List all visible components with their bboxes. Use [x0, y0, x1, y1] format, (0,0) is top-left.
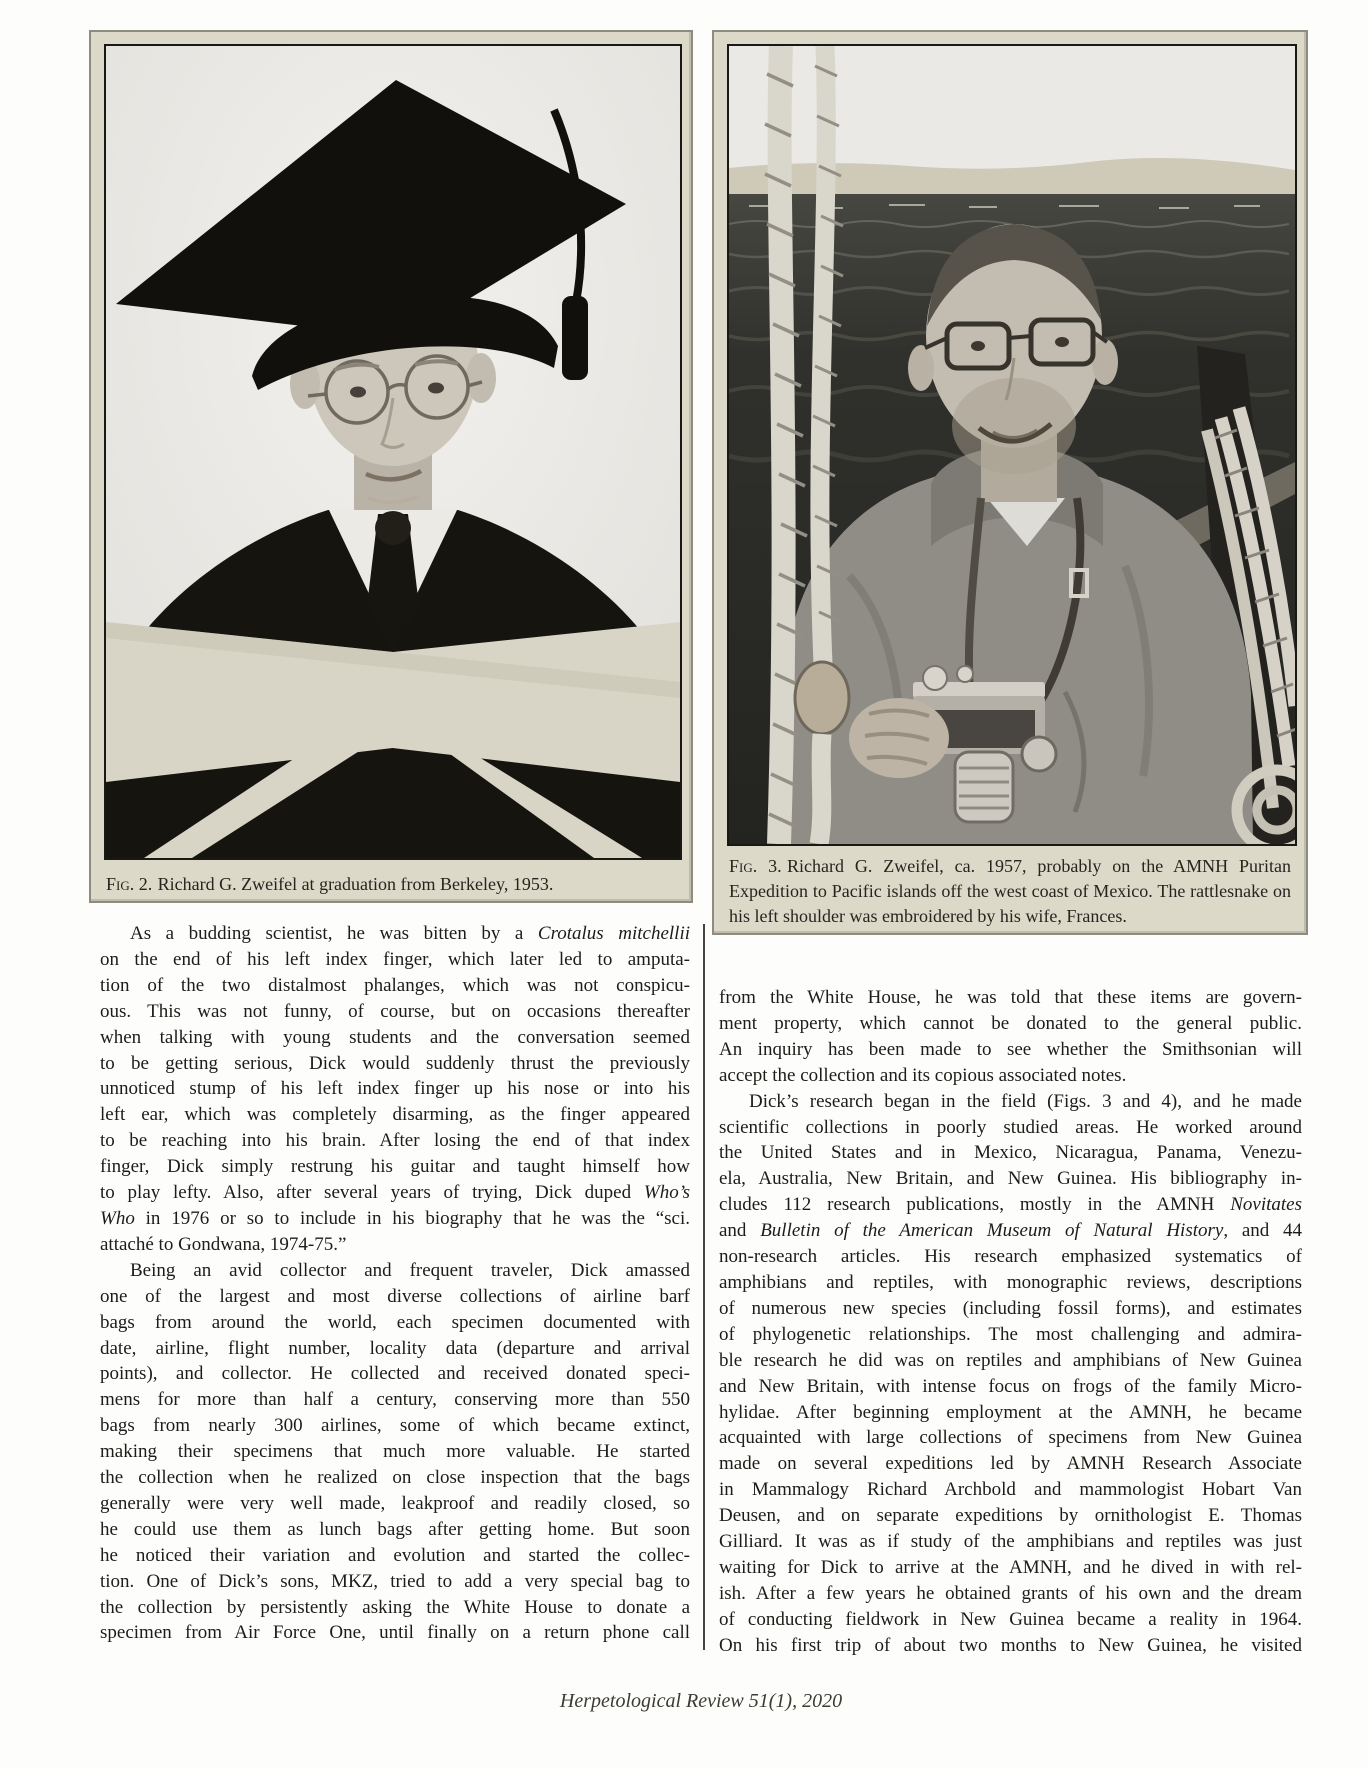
text-segment: the collection when he realized on close inspection that the bags: [100, 1467, 690, 1489]
text-segment: accept the collection and its copious associated notes.: [719, 1064, 1127, 1086]
text-segment: points), and collector. He collected and received donated speci-: [100, 1363, 690, 1385]
text-line: [100, 921, 690, 947]
text-segment: attaché to Gondwana, 1974-75.”: [100, 1233, 347, 1255]
text-line: [100, 1465, 690, 1491]
italic-text-segment: Who’s: [643, 1182, 690, 1204]
text-segment: ous. This was not funny, of course, but on occasions thereafter: [100, 1000, 690, 1022]
fig3-caption: [729, 854, 1291, 929]
text-line: [719, 1140, 1302, 1166]
text-line: [719, 985, 1302, 1011]
graduation-portrait-illustration: [106, 46, 680, 858]
text-segment: bags from nearly 300 airlines, some of which became extinct,: [100, 1415, 690, 1437]
text-segment: of phylogenetic relationships. The most challenging and admira-: [719, 1323, 1302, 1345]
italic-text-segment: Novitates: [1230, 1194, 1302, 1216]
text-line: [100, 1491, 690, 1517]
text-line: [719, 1529, 1302, 1555]
text-segment: when talking with young students and the conversation seemed: [100, 1026, 690, 1048]
text-line: [100, 1102, 690, 1128]
text-segment: amphibians and reptiles, with monographic reviews, descriptions: [719, 1271, 1302, 1293]
fig3-photo: [727, 44, 1297, 846]
text-segment: ble research he did was on reptiles and amphibians of New Guinea: [719, 1349, 1302, 1371]
text-line: [100, 1154, 690, 1180]
text-segment: As a budding scientist, he was bitten by a: [130, 923, 538, 944]
text-segment: and New Britain, with intense focus on frogs of the family Micro-: [719, 1375, 1302, 1397]
text-line: [100, 1076, 690, 1102]
fig2-caption: [106, 872, 676, 897]
text-segment: waiting for Dick to arrive at the AMNH, and he dived in with rel-: [719, 1556, 1302, 1578]
text-segment: An inquiry has been made to see whether the Smithsonian will: [719, 1038, 1302, 1060]
text-line: [100, 1206, 690, 1232]
text-segment: acquainted with large collections of specimens from New Guinea: [719, 1427, 1302, 1449]
text-line: [100, 1232, 690, 1258]
text-segment: making their specimens that much more valuable. He started: [100, 1441, 690, 1463]
text-segment: ish. After a few years he obtained grants of his own and the dream: [719, 1582, 1302, 1604]
text-segment: to be getting serious, Dick would suddenly thrust the previously: [100, 1052, 690, 1074]
fig2-label: Fig. 2.: [106, 874, 153, 894]
text-segment: ment property, which cannot be donated to the general public.: [719, 1012, 1302, 1034]
fig3-caption-text: Richard G. Zweifel, ca. 1957, probably on the AMNH Puritan Expedition to Pacific islands off the west coast of Mexico. The rattlesnake on his left shoulder was embroidered by his wife, Frances.: [729, 856, 1291, 926]
page-footer: [100, 1690, 1302, 1713]
text-segment: unnoticed stump of his left index finger up his nose or into his: [100, 1078, 690, 1100]
italic-text-segment: Bulletin of the American Museum of Natural History: [760, 1220, 1224, 1242]
text-line: [719, 1607, 1302, 1633]
text-line: [100, 1051, 690, 1077]
text-segment: tion. One of Dick’s sons, MKZ, tried to add a very special bag to: [100, 1570, 690, 1592]
text-line: [719, 1425, 1302, 1451]
text-line: [719, 1296, 1302, 1322]
text-segment: mens for more than half a century, conserving more than 550: [100, 1389, 690, 1411]
text-line: [719, 1089, 1302, 1115]
right-text-column: [719, 985, 1302, 1659]
text-segment: one of the largest and most diverse collections of airline barf: [100, 1285, 690, 1307]
text-line: [719, 1322, 1302, 1348]
text-line: [100, 947, 690, 973]
text-segment: on the end of his left index finger, which later led to amputa-: [100, 948, 690, 970]
text-line: [100, 973, 690, 999]
text-segment: he could use them as lunch bags after getting home. But soon: [100, 1518, 690, 1540]
text-line: [719, 1555, 1302, 1581]
column-divider-rule: [703, 924, 705, 1650]
text-segment: , and 44: [1223, 1220, 1303, 1242]
figure-2: [89, 30, 693, 903]
text-segment: bags from around the world, each specimen documented with: [100, 1311, 690, 1333]
text-segment: the collection by persistently asking the White House to donate a: [100, 1596, 690, 1618]
text-line: [100, 1413, 690, 1439]
left-text-column: [100, 921, 690, 1646]
text-segment: and: [719, 1220, 761, 1242]
text-segment: ela, Australia, New Britain, and New Guinea. His bibliography in-: [719, 1168, 1302, 1190]
text-segment: in 1976 or so to include in his biography that he was the “sci.: [134, 1207, 690, 1229]
text-line: [719, 1063, 1302, 1089]
text-line: [100, 1025, 690, 1051]
text-segment: finger, Dick simply restrung his guitar and taught himself how: [100, 1156, 690, 1178]
text-line: [719, 1633, 1302, 1659]
text-line: [100, 1258, 690, 1284]
fig3-label: Fig. 3.: [729, 856, 782, 876]
text-line: [100, 1336, 690, 1362]
text-line: [100, 1620, 690, 1646]
text-segment: of numerous new species (including fossil forms), and estimates: [719, 1297, 1302, 1319]
text-segment: to play lefty. Also, after several years of trying, Dick duped: [100, 1182, 644, 1204]
text-segment: cludes 112 research publications, mostly in the AMNH: [719, 1194, 1231, 1216]
text-line: [719, 1374, 1302, 1400]
text-line: [719, 1166, 1302, 1192]
text-line: [719, 1270, 1302, 1296]
beard-stubble: [952, 378, 1076, 474]
text-segment: he noticed their variation and evolution and started the collec-: [100, 1544, 690, 1566]
text-segment: of conducting fieldwork in New Guinea became a reality in 1964.: [719, 1608, 1302, 1630]
text-segment: Being an avid collector and frequent traveler, Dick amassed: [130, 1259, 690, 1281]
text-line: [100, 1128, 690, 1154]
text-line: [719, 1503, 1302, 1529]
text-segment: tion of the two distalmost phalanges, which was not conspicu-: [100, 974, 690, 996]
fig2-caption-text: Richard G. Zweifel at graduation from Berkeley, 1953.: [157, 874, 554, 894]
text-line: [100, 1284, 690, 1310]
figure-3: [712, 30, 1308, 935]
italic-text-segment: Who: [100, 1207, 135, 1229]
text-line: [719, 1011, 1302, 1037]
text-segment: from the White House, he was told that these items are govern-: [719, 987, 1302, 1008]
text-segment: Dick’s research began in the field (Figs. 3 and 4), and he made: [749, 1090, 1302, 1112]
text-line: [719, 1400, 1302, 1426]
text-line: [100, 1517, 690, 1543]
text-line: [719, 1218, 1302, 1244]
journal-citation: Herpetological Review 51(1), 2020: [559, 1690, 843, 1712]
text-line: [719, 1037, 1302, 1063]
text-line: [719, 1451, 1302, 1477]
text-line: [100, 1180, 690, 1206]
text-segment: Gilliard. It was as if study of the amphibians and reptiles was just: [719, 1531, 1302, 1553]
text-segment: the United States and in Mexico, Nicaragua, Panama, Venezu-: [719, 1142, 1302, 1164]
italic-text-segment: Crotalus mitchellii: [537, 923, 691, 944]
text-segment: hylidae. After beginning employment at the AMNH, he became: [719, 1401, 1302, 1423]
boat-photo-illustration: [729, 46, 1295, 844]
text-segment: specimen from Air Force One, until finally on a return phone call: [100, 1622, 690, 1644]
text-segment: non-research articles. His research emphasized systematics of: [719, 1246, 1302, 1268]
text-line: [100, 1595, 690, 1621]
fig2-photo: [104, 44, 682, 860]
text-line: [100, 1543, 690, 1569]
text-line: [100, 999, 690, 1025]
text-line: [719, 1244, 1302, 1270]
text-line: [100, 1361, 690, 1387]
text-segment: made on several expeditions led by AMNH Research Associate: [719, 1453, 1302, 1475]
text-segment: On his first trip of about two months to New Guinea, he visited: [719, 1634, 1302, 1656]
text-segment: date, airline, flight number, locality data (departure and arrival: [100, 1337, 690, 1359]
text-line: [719, 1348, 1302, 1374]
left-hand: [849, 698, 949, 778]
text-line: [719, 1115, 1302, 1141]
text-segment: Deusen, and on separate expeditions by ornithologist E. Thomas: [719, 1505, 1302, 1527]
text-line: [100, 1439, 690, 1465]
text-segment: to be reaching into his brain. After losing the end of that index: [100, 1130, 690, 1152]
text-segment: generally were very well made, leakproof and readily closed, so: [100, 1492, 690, 1514]
text-line: [719, 1192, 1302, 1218]
text-line: [719, 1477, 1302, 1503]
text-line: [719, 1581, 1302, 1607]
text-line: [100, 1310, 690, 1336]
text-segment: scientific collections in poorly studied areas. He worked around: [719, 1116, 1302, 1138]
text-segment: in Mammalogy Richard Archbold and mammologist Hobart Van: [719, 1479, 1302, 1501]
text-segment: left ear, which was completely disarming, as the finger appeared: [100, 1104, 690, 1126]
text-line: [100, 1387, 690, 1413]
text-line: [100, 1569, 690, 1595]
